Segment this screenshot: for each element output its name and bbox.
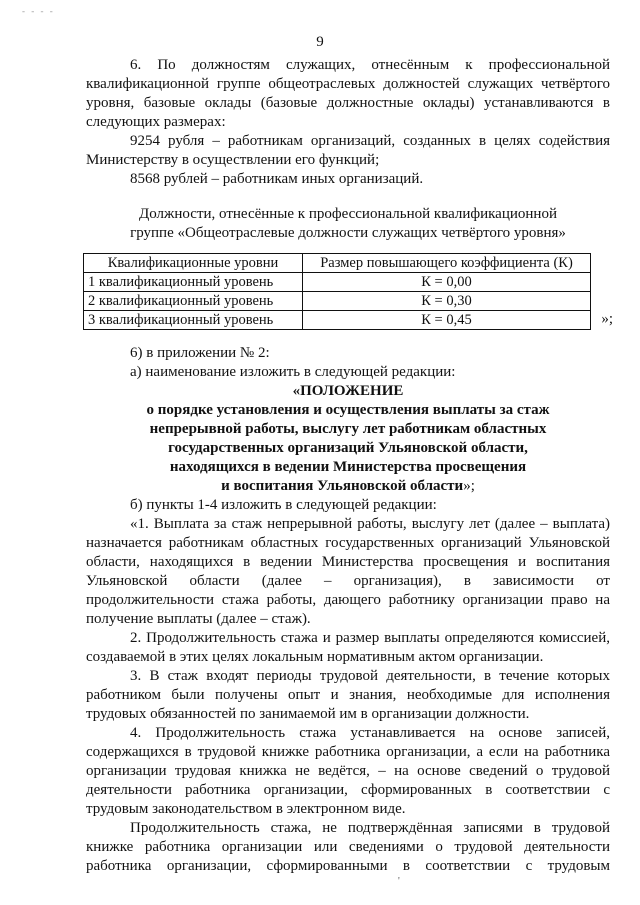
point-4-continuation: Продолжительность стажа, не подтверждённая записями в трудовой книжке работника организации или сведениями о трудовой деятельности работника организации, сформированными в соответствии с трудовым — [86, 820, 610, 874]
coefficient-table-wrapper — [83, 253, 613, 330]
table-heading-line-1: Должности, отнесённые к профессиональной квалификационной — [139, 206, 557, 222]
table-header-row — [84, 254, 591, 273]
point-4: 4. Продолжительность стажа устанавливается на основе записей, содержащихся в трудовой книжке работника организации, а если на работника организации трудовая книжка не ведётся, – на основе сведений о трудовой деятельности работника организации, сформированных в соответствии с трудовым законодательством в электронном виде. — [86, 725, 610, 817]
regulation-title-line: непрерывной работы, выслугу лет работникам областных — [149, 421, 547, 437]
table-row — [84, 311, 591, 330]
table-cell-level: 3 квалификационный уровень — [84, 311, 303, 330]
table-row — [84, 273, 591, 292]
table-header-level: Квалификационные уровни — [84, 254, 303, 273]
page-number: 9 — [316, 34, 324, 50]
regulation-title-line: о порядке установления и осуществления выплаты за стаж — [146, 402, 550, 418]
clause-6-rate-2: 8568 рублей – работникам иных организаций. — [130, 171, 424, 187]
regulation-title — [86, 382, 610, 496]
appendix-item-b2: б) пункты 1-4 изложить в следующей редакции: — [130, 497, 437, 513]
coefficient-table — [83, 253, 591, 330]
corner-mark: - - - - — [22, 6, 55, 16]
table-heading-line-2: группе «Общеотраслевые должности служащих четвёртого уровня» — [130, 225, 566, 241]
document-body — [86, 56, 613, 876]
regulation-title-end: »; — [463, 478, 475, 494]
regulation-title-line: «ПОЛОЖЕНИЕ — [292, 383, 404, 399]
table-header-coefficient: Размер повышающего коэффициента (К) — [303, 254, 591, 273]
table-cell-level: 1 квалификационный уровень — [84, 273, 303, 292]
clause-6-intro: 6. По должностям служащих, отнесённым к профессиональной квалификационной группе общеотраслевых должностей служащих четвёртого уровня, базовые оклады (базовые должностные оклады) устанавливаются в следующих размерах: — [86, 57, 610, 130]
table-cell-level: 2 квалификационный уровень — [84, 292, 303, 311]
table-cell-coefficient: К = 0,00 — [303, 273, 591, 292]
point-3: 3. В стаж входят периоды трудовой деятельности, в течение которых работником были получены опыт и знания, необходимые для исполнения трудовых обязанностей по занимаемой им в организации должности. — [86, 668, 610, 722]
regulation-title-last-line — [86, 477, 610, 496]
bottom-mark: ' — [398, 876, 400, 887]
point-1: «1. Выплата за стаж непрерывной работы, выслугу лет (далее – выплата) назначается работникам областных государственных организаций Ульяновской области, находящихся в ведении Министерства просвещения и воспитания Ульяновской области (далее – организация), в зависимости от продолжительности стажа работы, дающего работнику организации право на получение выплаты (далее – стаж). — [86, 516, 610, 627]
appendix-item-a: а) наименование изложить в следующей редакции: — [130, 364, 456, 380]
point-2: 2. Продолжительность стажа и размер выплаты определяются комиссией, создаваемой в этих целях локальным нормативным актом организации. — [86, 630, 610, 665]
table-closing-quote: »; — [601, 311, 613, 327]
table-row — [84, 292, 591, 311]
regulation-title-line: и воспитания Ульяновской области — [221, 478, 464, 494]
table-cell-coefficient: К = 0,45 — [303, 311, 591, 330]
clause-6-rate-1: 9254 рубля – работникам организаций, созданных в целях содействия Министерству в осуществлении его функций; — [86, 133, 610, 168]
regulation-title-line: государственных организаций Ульяновской области, — [168, 440, 528, 456]
table-cell-coefficient: К = 0,30 — [303, 292, 591, 311]
regulation-title-line: находящихся в ведении Министерства просвещения — [169, 459, 527, 475]
table-heading — [86, 205, 610, 243]
appendix-item-b: 6) в приложении № 2: — [130, 345, 270, 361]
